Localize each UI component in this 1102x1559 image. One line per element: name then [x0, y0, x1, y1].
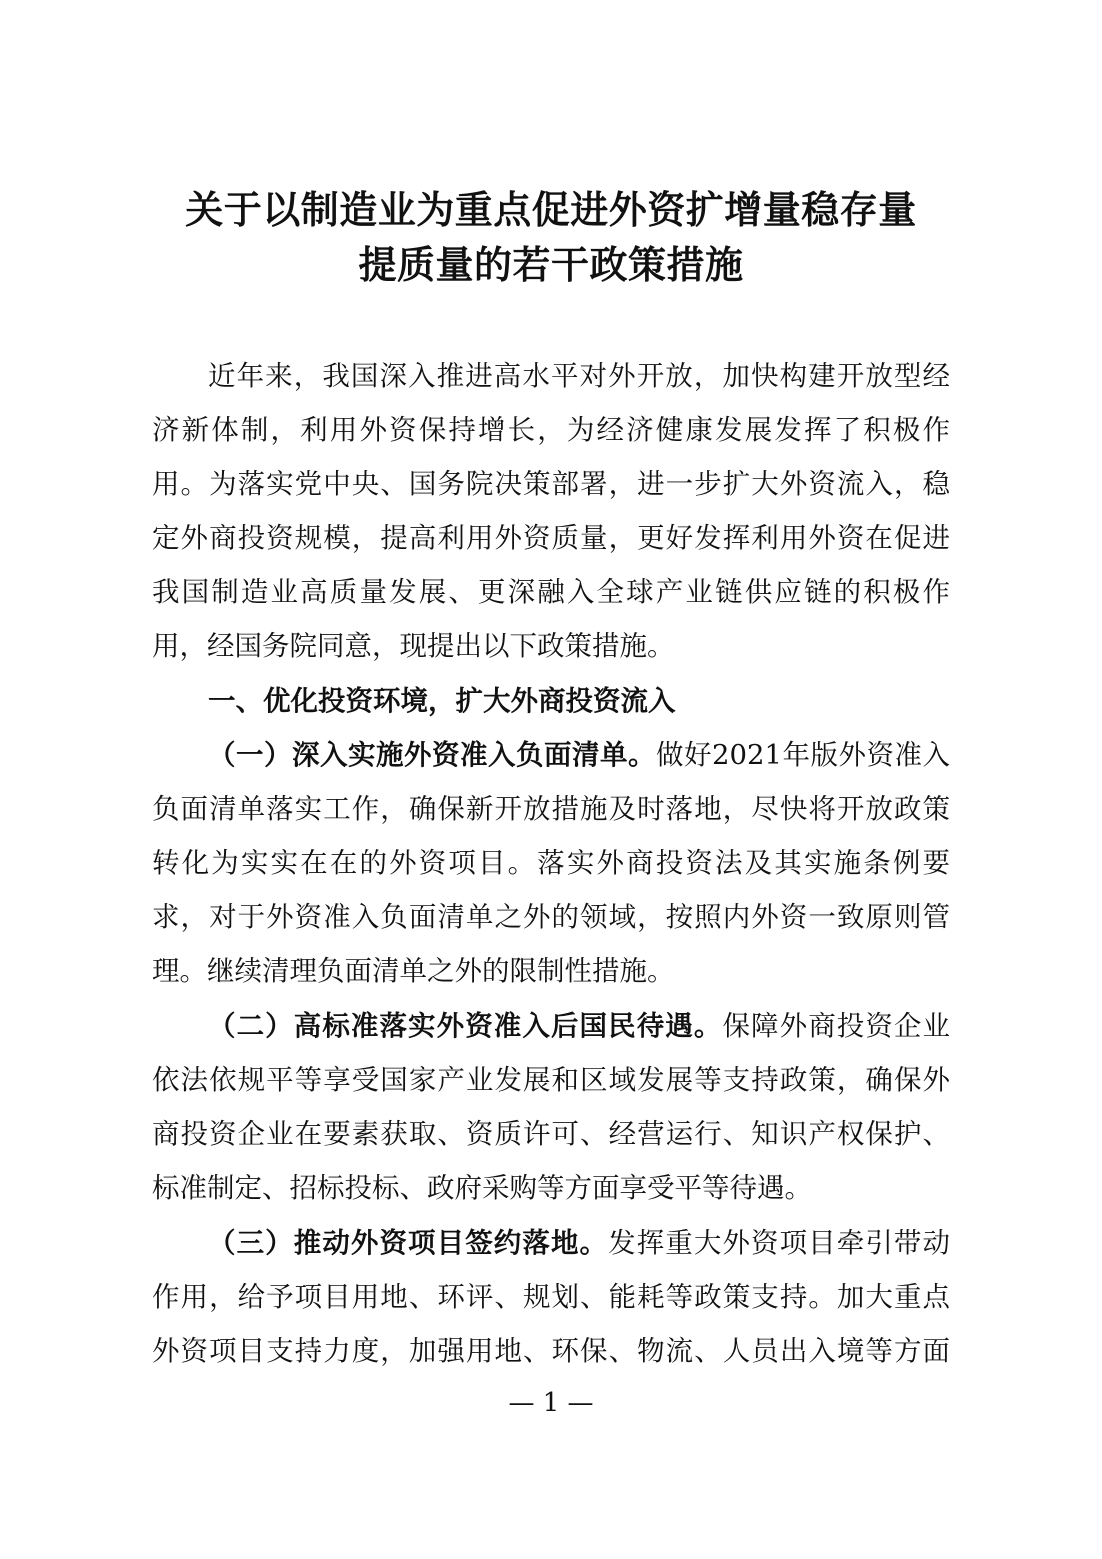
intro-line: 用。为落实党中央、国务院决策部署，进一步扩大外资流入，稳	[152, 468, 950, 500]
section-heading: 一、优化投资环境，扩大外商投资流入	[208, 685, 676, 717]
item-2-line: 标准制定、招标投标、政府采购等方面享受平等待遇。	[152, 1172, 812, 1204]
item-1-first-line	[208, 738, 950, 772]
document-title-line-2: 提质量的若干政策措施	[358, 242, 744, 287]
item-3-line: 外资项目支持力度，加强用地、环保、物流、人员出入境等方面	[152, 1335, 950, 1367]
intro-line: 用，经国务院同意，现提出以下政策措施。	[152, 630, 675, 662]
item-3-line: 作用，给予项目用地、环评、规划、能耗等政策支持。加大重点	[152, 1281, 950, 1313]
item-2-text: 保障外商投资企业	[722, 1010, 951, 1042]
item-1-line: 负面清单落实工作，确保新开放措施及时落地，尽快将开放政策	[152, 793, 950, 825]
item-1-text: 做好2021年版外资准入	[656, 739, 950, 771]
item-2-heading: （二）高标准落实外资准入后国民待遇。	[208, 1010, 723, 1042]
item-1-line: 转化为实实在在的外资项目。落实外商投资法及其实施条例要	[152, 847, 950, 879]
item-1-line: 理。继续清理负面清单之外的限制性措施。	[152, 955, 675, 987]
intro-line: 近年来，我国深入推进高水平对外开放，加快构建开放型经	[208, 360, 950, 392]
item-3-first-line	[208, 1226, 950, 1260]
intro-line: 我国制造业高质量发展、更深融入全球产业链供应链的积极作	[152, 576, 950, 608]
intro-line: 济新体制，利用外资保持增长，为经济健康发展发挥了积极作	[152, 414, 950, 446]
page-number: — 1 —	[508, 1388, 594, 1418]
item-3-text: 发挥重大外资项目牵引带动	[608, 1227, 951, 1259]
item-1-heading: （一）深入实施外资准入负面清单。	[208, 739, 656, 771]
item-2-first-line	[208, 1009, 950, 1043]
item-1-line: 求，对于外资准入负面清单之外的领域，按照内外资一致原则管	[152, 901, 950, 933]
item-2-line: 依法依规平等享受国家产业发展和区域发展等支持政策，确保外	[152, 1064, 950, 1096]
item-2-line: 商投资企业在要素获取、资质许可、经营运行、知识产权保护、	[152, 1118, 950, 1150]
intro-line: 定外商投资规模，提高利用外资质量，更好发挥利用外资在促进	[152, 522, 950, 554]
item-3-heading: （三）推动外资项目签约落地。	[208, 1227, 609, 1259]
document-title-line-1: 关于以制造业为重点促进外资扩增量稳存量	[185, 187, 917, 232]
